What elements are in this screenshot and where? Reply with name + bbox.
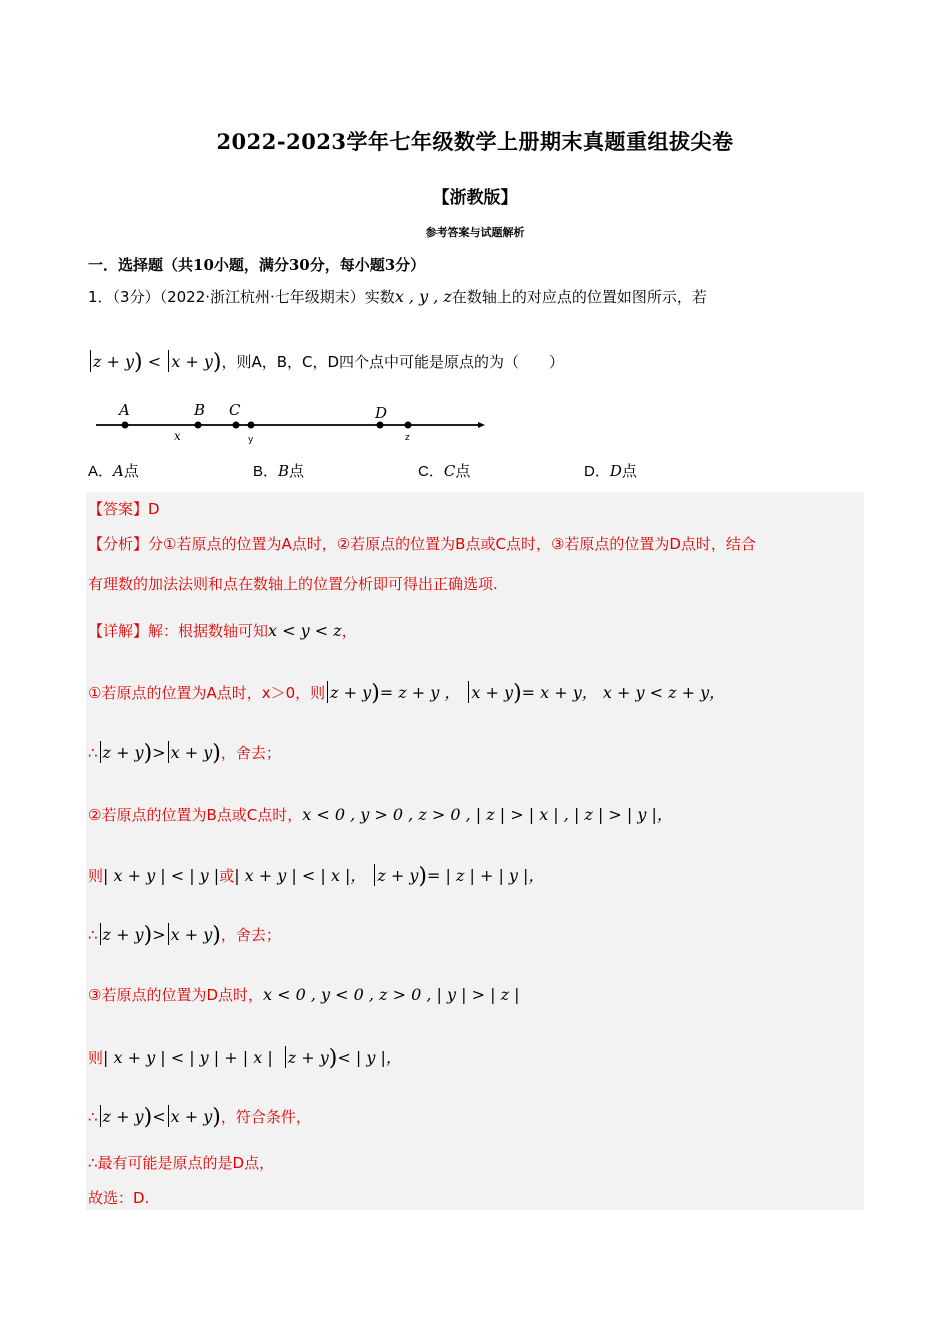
subtitle: 参考答案与试题解析 [425, 226, 525, 239]
therefore-2-line: ∴ z + y)> x + y)，舍去； [88, 923, 281, 948]
label-z: z [405, 433, 410, 443]
point-A [122, 422, 129, 429]
case2-then-line: 则| x + y | < | y |或| x + y | < | x |， z + y)= | z | + | y |， [88, 864, 545, 889]
question-rest: 在数轴上的对应点的位置如图所示，若 [451, 288, 707, 306]
question-vars: x , y , z [394, 287, 452, 306]
label-y: y [248, 435, 254, 445]
point-B [195, 422, 202, 429]
question-line-1 [88, 286, 707, 307]
case1-line: ①若原点的位置为A点时，x＞0，则 z + y)= z + y ， x + y)= x + y， x + y < z + y， [88, 681, 726, 706]
final-line: 故选：D. [88, 1189, 150, 1207]
point-D [377, 422, 384, 429]
label-x: x [174, 429, 181, 443]
choice-c[interactable]: C．C点 [418, 462, 471, 480]
section-heading: 一．选择题（共10小题，满分30分，每小题3分） [88, 256, 426, 274]
answer-panel [86, 492, 864, 1210]
question-line-2: z + y) < x + y)，则A，B，C，D四个点中可能是原点的为（ ） [88, 350, 564, 375]
arrow-icon [478, 422, 485, 428]
edition-label: 【浙教版】 [432, 188, 518, 208]
condition-prefix: ，则 [221, 353, 252, 371]
label-D: D [375, 404, 388, 422]
question-prefix: 1．（3分）（2022·浙江杭州·七年级期末）实数 [88, 288, 395, 306]
analysis-line-1: 【分析】分①若原点的位置为A点时，②若原点的位置为B点或C点时，③若原点的位置为D点时，结合 [88, 535, 756, 553]
choice-a[interactable]: A．A点 [88, 462, 139, 480]
case3-line: ③若原点的位置为D点时，x < 0 , y < 0 , z > 0 , | y | > | z | [88, 985, 520, 1004]
conclusion-line: ∴最有可能是原点的是D点， [88, 1154, 275, 1172]
condition-text: A，B，C，D四个点中可能是原点的为（ ） [251, 353, 565, 371]
label-B: B [194, 401, 206, 419]
point-y [248, 422, 255, 429]
therefore-3-line: ∴ z + y)< x + y)，符合条件， [88, 1105, 311, 1130]
choice-b[interactable]: B．B点 [253, 462, 305, 480]
page-title: 2022-2023学年七年级数学上册期末真题重组拔尖卷 [216, 129, 734, 154]
detail-line: 【详解】解：根据数轴可知x < y < z， [88, 621, 357, 640]
label-C: C [229, 401, 241, 419]
case3-then-line: 则| x + y | < | y | + | x | z + y)< | y |， [88, 1046, 402, 1071]
point-C [233, 422, 240, 429]
therefore-1-line: ∴ z + y)> x + y)，舍去； [88, 741, 281, 766]
number-line-figure [88, 396, 498, 448]
choice-d[interactable]: D．D点 [584, 462, 637, 480]
answer-line: 【答案】D [88, 500, 160, 518]
label-A: A [119, 401, 130, 419]
point-z [405, 422, 412, 429]
analysis-line-2: 有理数的加法法则和点在数轴上的位置分析即可得出正确选项. [88, 575, 498, 593]
case2-line: ②若原点的位置为B点或C点时，x < 0 , y > 0 , z > 0 , | z | > | x | , | z | > | y |， [88, 805, 673, 824]
